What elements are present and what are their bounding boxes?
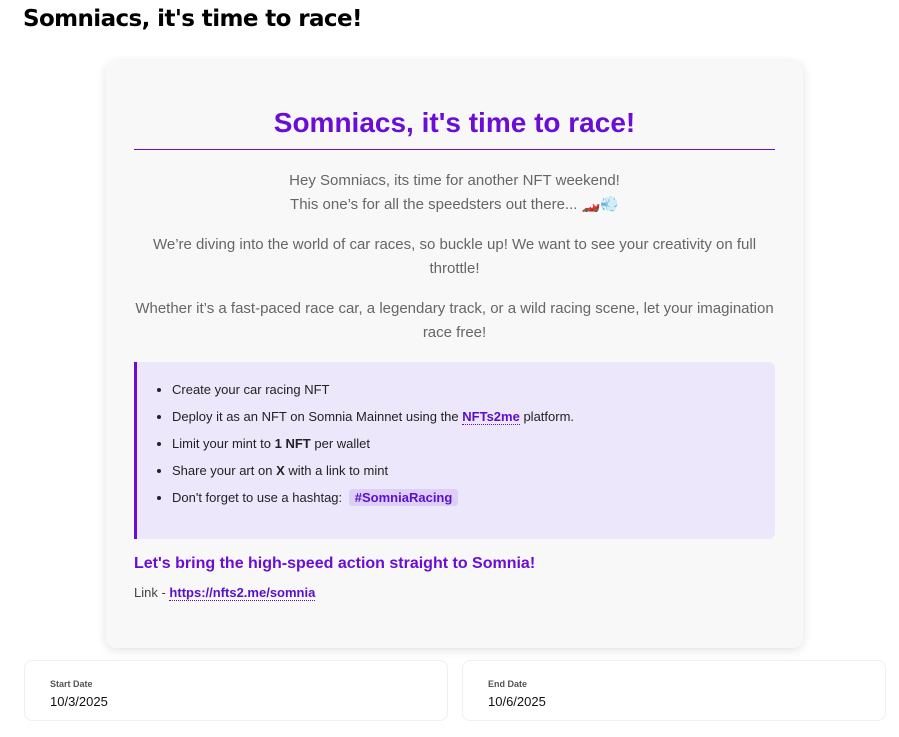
link-label: Link - bbox=[134, 585, 166, 600]
paragraph-theme: We’re diving into the world of car races, so buckle up! We want to see your creativity on full throttle! bbox=[152, 236, 757, 277]
start-date-value: 10/3/2025 bbox=[50, 694, 108, 709]
rule-item bbox=[172, 376, 755, 403]
rule-item bbox=[172, 457, 755, 484]
rules-box bbox=[134, 362, 775, 539]
intro-line-1: Hey Somniacs, its time for another NFT weekend! bbox=[289, 172, 620, 189]
intro-line-2: This one’s for all the speedsters out there... bbox=[290, 196, 578, 213]
rule-text: with a link to mint bbox=[288, 463, 389, 478]
event-description-card bbox=[106, 61, 803, 648]
end-date-label: End Date bbox=[488, 679, 528, 689]
link-line bbox=[134, 585, 775, 600]
end-date-value: 10/6/2025 bbox=[488, 694, 546, 709]
paragraph-imagination: Whether it’s a fast-paced race car, a legendary track, or a wild racing scene, let your imagination race free! bbox=[135, 300, 774, 341]
rule-emphasis: 1 NFT bbox=[274, 436, 311, 451]
page-title: Somniacs, it's time to race! bbox=[23, 6, 362, 32]
hashtag-badge: #SomniaRacing bbox=[349, 489, 459, 506]
intro-paragraph bbox=[134, 169, 775, 217]
nfts2me-link[interactable]: NFTs2me bbox=[462, 409, 520, 424]
card-title: Somniacs, it's time to race! bbox=[134, 61, 775, 150]
somnia-url-link[interactable]: https://nfts2.me/somnia bbox=[169, 585, 316, 600]
rule-item bbox=[172, 430, 755, 457]
start-date-label: Start Date bbox=[50, 679, 93, 689]
rule-item bbox=[172, 403, 755, 430]
start-date-box bbox=[24, 660, 448, 721]
tagline: Let's bring the high-speed action straight to Somnia! bbox=[134, 555, 536, 572]
rule-text: platform. bbox=[523, 409, 575, 424]
rule-text: Deploy it as an NFT on Somnia Mainnet using the bbox=[172, 409, 459, 424]
end-date-box bbox=[462, 660, 886, 721]
race-car-emoji: 🏎️💨 bbox=[581, 196, 619, 213]
rules-list bbox=[152, 376, 755, 511]
rule-text: Share your art on bbox=[172, 463, 273, 478]
rule-text: per wallet bbox=[314, 436, 370, 451]
rule-text: Limit your mint to bbox=[172, 436, 271, 451]
rule-text: Don't forget to use a hashtag: bbox=[172, 490, 343, 505]
rule-text: Create your car racing NFT bbox=[172, 382, 330, 397]
rule-emphasis: X bbox=[276, 463, 285, 478]
rule-item bbox=[172, 484, 755, 511]
